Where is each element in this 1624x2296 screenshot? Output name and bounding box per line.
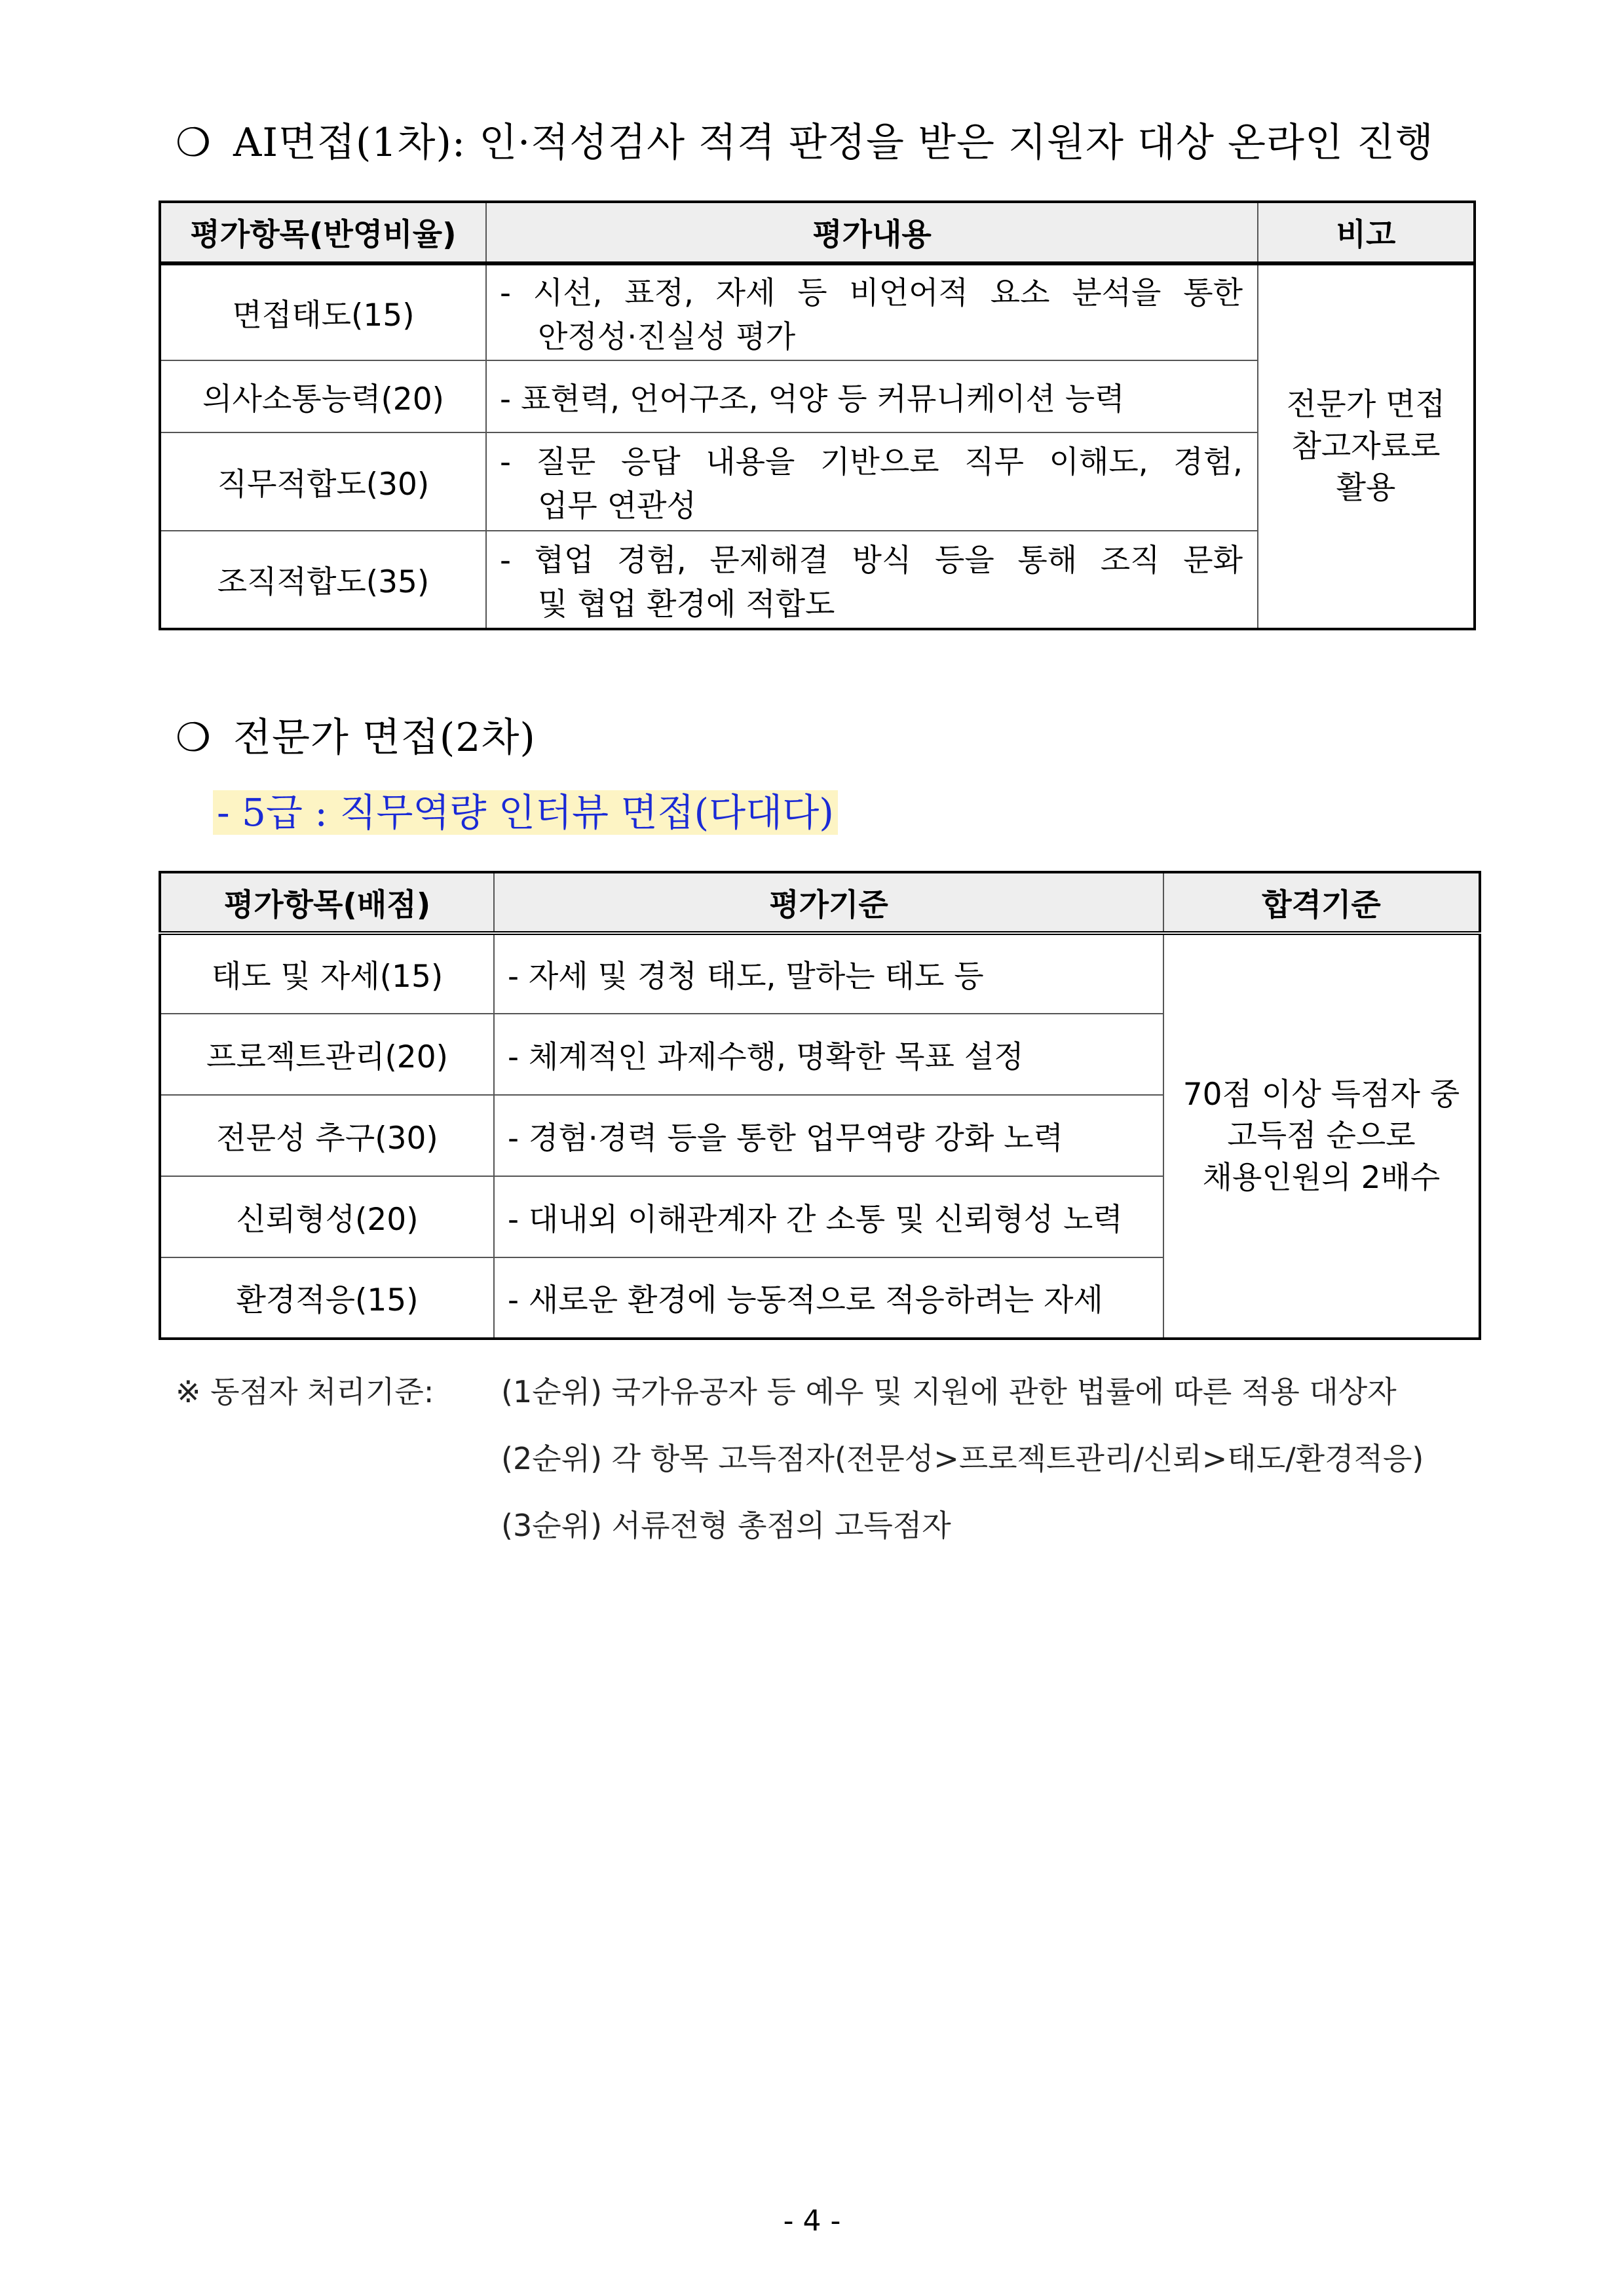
row-content-line2: 및 협업 환경에 적합도: [538, 586, 835, 622]
row-content: [486, 360, 1258, 432]
expert-interview-table: [159, 871, 1481, 1340]
footnote-line: (3순위) 서류전형 총점의 고득점자: [501, 1508, 951, 1543]
criteria-line: 70점 이상 득점자 중: [1182, 1076, 1460, 1113]
section1-heading: [176, 111, 1434, 168]
row-content: [486, 432, 1258, 531]
row-content: - 자세 및 경청 태도, 말하는 태도 등: [494, 933, 1163, 1014]
pass-criteria-cell: [1163, 933, 1480, 1339]
row-content-line2: 업무 연관성: [538, 488, 696, 524]
table-row: [160, 263, 1475, 360]
section1-title: AI면접(1차): 인·적성검사 적격 판정을 받은 지원자 대상 온라인 진행: [233, 120, 1434, 166]
row-item: 조직적합도(35): [160, 531, 486, 629]
criteria-line: 고득점 순으로: [1227, 1118, 1416, 1155]
table-header-row: [160, 202, 1475, 263]
row-content-line2: 안정성·진실성 평가: [538, 319, 796, 355]
section2-heading: [176, 706, 536, 763]
row-content-line1: - 질문 응답 내용을 기반으로 직무 이해도, 경험,: [500, 444, 1243, 480]
remarks-line: 활용: [1336, 470, 1396, 507]
section2-title: 전문가 면접(2차): [233, 715, 536, 761]
header-criteria: 합격기준: [1163, 872, 1480, 933]
remarks-line: 참고자료로: [1291, 428, 1441, 465]
footnote-line: (2순위) 각 항목 고득점자(전문성>프로젝트관리/신뢰>태도/환경적응): [501, 1441, 1424, 1476]
footnote-line: (1순위) 국가유공자 등 예우 및 지원에 관한 법률에 따른 적용 대상자: [501, 1374, 1397, 1409]
subtitle-highlight: - 5급 : 직무역량 인터뷰 면접(다대다): [213, 790, 838, 835]
footnote-label: ※ 동점자 처리기준:: [176, 1374, 434, 1409]
row-item: 환경적응(15): [160, 1257, 494, 1339]
row-content: - 경험·경력 등을 통한 업무역량 강화 노력: [494, 1095, 1163, 1176]
row-item: 프로젝트관리(20): [160, 1014, 494, 1095]
row-item: 전문성 추구(30): [160, 1095, 494, 1176]
criteria-line: 채용인원의 2배수: [1202, 1159, 1441, 1196]
row-item: 신뢰형성(20): [160, 1176, 494, 1257]
header-item: 평가항목(반영비율): [160, 202, 486, 263]
table-header-row: [160, 872, 1480, 933]
row-item: 면접태도(15): [160, 263, 486, 360]
row-content: - 체계적인 과제수행, 명확한 목표 설정: [494, 1014, 1163, 1095]
row-content: [486, 263, 1258, 360]
header-item: 평가항목(배점): [160, 872, 494, 933]
header-content: 평가기준: [494, 872, 1163, 933]
row-item: 의사소통능력(20): [160, 360, 486, 432]
row-content: - 새로운 환경에 능동적으로 적응하려는 자세: [494, 1257, 1163, 1339]
circle-bullet-icon: ❍: [176, 120, 212, 166]
header-note: 비고: [1258, 202, 1475, 263]
ai-interview-table: [159, 201, 1476, 630]
circle-bullet-icon: ❍: [176, 715, 212, 761]
row-content-line1: - 표현력, 언어구조, 억양 등 커뮤니케이션 능력: [500, 381, 1125, 417]
section2-subtitle: [213, 782, 838, 837]
row-content-line1: - 협업 경험, 문제해결 방식 등을 통해 조직 문화: [500, 542, 1243, 579]
table-row: [160, 933, 1480, 1014]
row-item: 직무적합도(30): [160, 432, 486, 531]
remarks-cell: [1258, 263, 1475, 629]
header-content: 평가내용: [486, 202, 1258, 263]
row-content: - 대내외 이해관계자 간 소통 및 신뢰형성 노력: [494, 1176, 1163, 1257]
remarks-line: 전문가 면접: [1287, 387, 1445, 423]
row-content: [486, 531, 1258, 629]
row-item: 태도 및 자세(15): [160, 933, 494, 1014]
row-content-line1: - 시선, 표정, 자세 등 비언어적 요소 분석을 통한: [500, 275, 1243, 311]
page-number: - 4 -: [783, 2204, 841, 2238]
